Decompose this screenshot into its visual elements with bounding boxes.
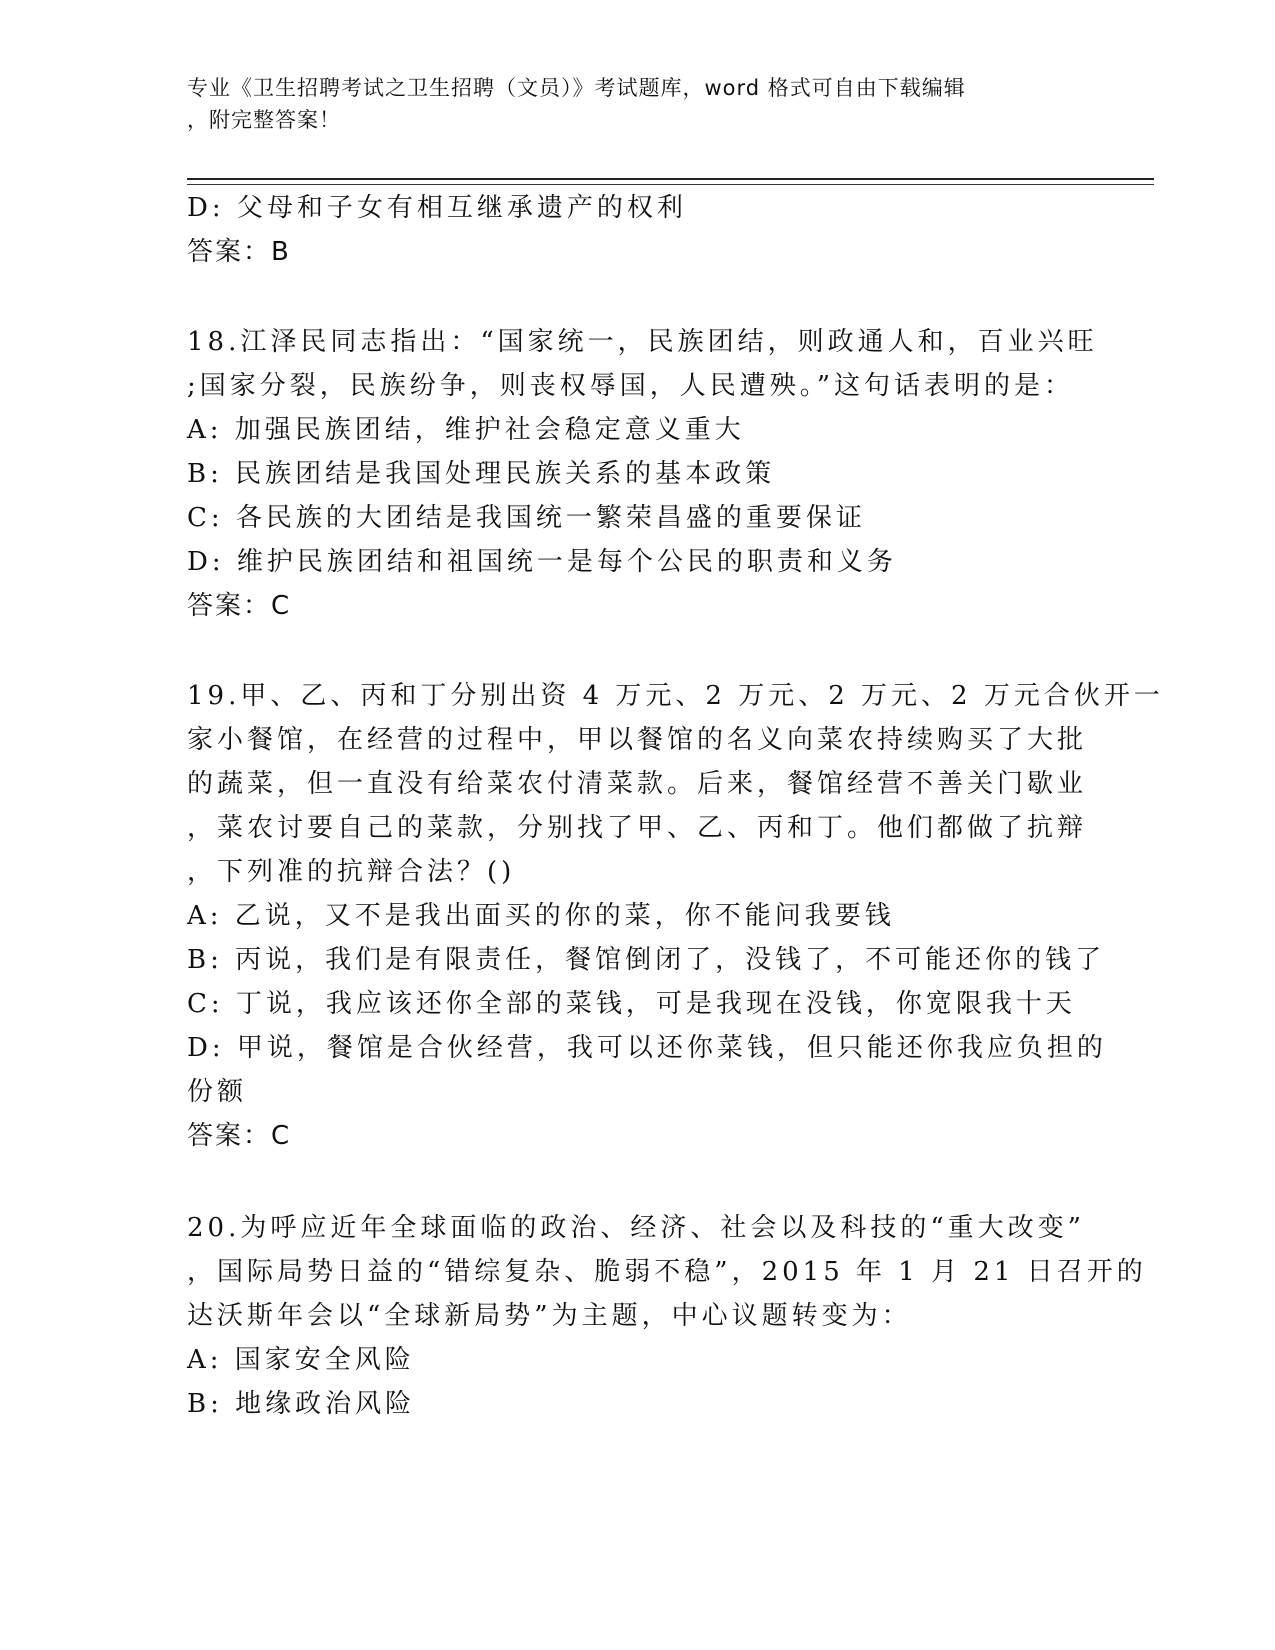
- q19-stem-line-5: ，下列准的抗辩合法？(): [187, 857, 516, 887]
- q19-option-c: C: 丁说，我应该还你全部的菜钱，可是我现在没钱，你宽限我十天: [187, 989, 1076, 1019]
- header-title-line-2: ，附完整答案！: [187, 108, 341, 132]
- q19-answer: 答案：C: [187, 1121, 292, 1151]
- q18-answer: 答案：C: [187, 591, 292, 621]
- q20-stem-line-3: 达沃斯年会以“全球新局势”为主题，中心议题转变为：: [187, 1301, 912, 1331]
- q18-stem-line-1: 18.江泽民同志指出：“国家统一，民族团结，则政通人和，百业兴旺: [187, 327, 1098, 357]
- q19-stem-line-1: 19.甲、乙、丙和丁分别出资 4 万元、2 万元、2 万元、2 万元合伙开一: [187, 681, 1164, 711]
- prev-answer: 答案：B: [187, 237, 291, 267]
- q19-option-b: B: 丙说，我们是有限责任，餐馆倒闭了，没钱了，不可能还你的钱了: [187, 945, 1106, 975]
- header-rule-thin: [187, 184, 1154, 185]
- q20-stem-line-1: 20.为呼应近年全球面临的政治、经济、社会以及科技的“重大改变”: [187, 1213, 1085, 1243]
- q20-option-b: B: 地缘政治风险: [187, 1389, 416, 1419]
- q20-stem-line-2: ，国际局势日益的“错综复杂、脆弱不稳”，2015 年 1 月 21 日召开的: [187, 1257, 1147, 1287]
- q18-stem-line-2: ;国家分裂，民族纷争，则丧权辱国，人民遭殃。”这句话表明的是：: [187, 371, 1075, 401]
- q19-stem-line-3: 的蔬菜，但一直没有给菜农付清菜款。后来，餐馆经营不善关门歇业: [187, 769, 1088, 799]
- q20-option-a: A: 国家安全风险: [187, 1345, 415, 1375]
- q18-option-a: A: 加强民族团结，维护社会稳定意义重大: [187, 415, 745, 445]
- q19-stem-line-4: ，菜农讨要自己的菜款，分别找了甲、乙、丙和丁。他们都做了抗辩: [187, 813, 1088, 843]
- q19-stem-line-2: 家小餐馆，在经营的过程中，甲以餐馆的名义向菜农持续购买了大批: [187, 725, 1088, 755]
- header-title-line-1: 专业《卫生招聘考试之卫生招聘（文员）》考试题库，word 格式可自由下载编辑: [187, 76, 966, 100]
- q18-option-d: D: 维护民族团结和祖国统一是每个公民的职责和义务: [187, 547, 897, 577]
- header-rule-thick: [187, 178, 1154, 180]
- q19-option-d-line-2: 份额: [187, 1077, 248, 1107]
- q19-option-a: A: 乙说，又不是我出面买的你的菜，你不能问我要钱: [187, 901, 895, 931]
- prev-option-d: D: 父母和子女有相互继承遗产的权利: [187, 193, 687, 223]
- q19-option-d-line-1: D: 甲说，餐馆是合伙经营，我可以还你菜钱，但只能还你我应负担的: [187, 1033, 1107, 1063]
- q18-option-b: B: 民族团结是我国处理民族关系的基本政策: [187, 459, 776, 489]
- q18-option-c: C: 各民族的大团结是我国统一繁荣昌盛的重要保证: [187, 503, 866, 533]
